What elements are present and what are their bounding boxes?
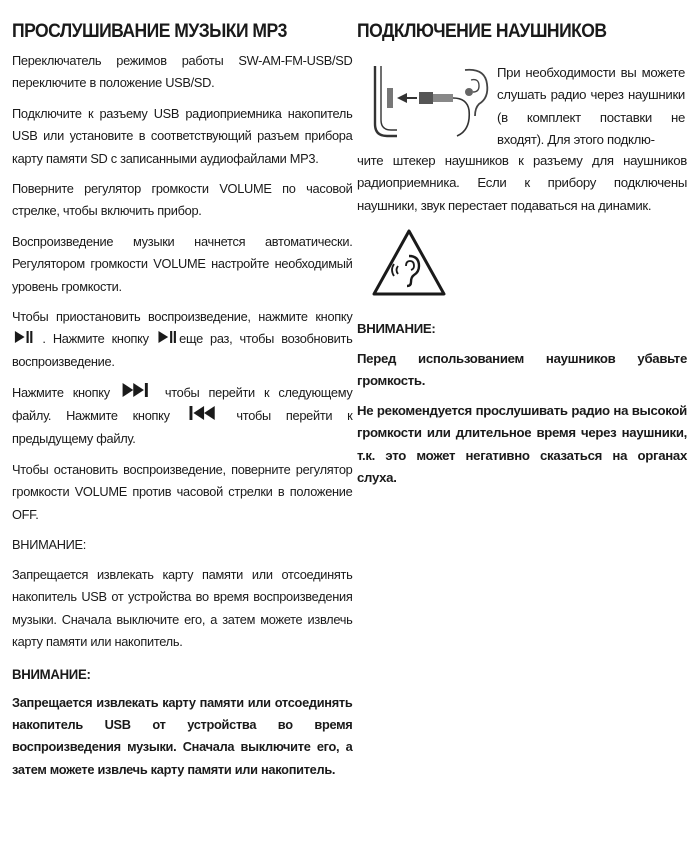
next-text-1: Нажмите кнопку bbox=[12, 384, 110, 400]
warning-label-bold: ВНИМАНИЕ: bbox=[12, 666, 91, 682]
pause-text-3: еще раз, чтобы возобновить воспроизведение. bbox=[12, 331, 353, 370]
pause-text-1: Чтобы приостановить воспроизведение, нажмите кнопку bbox=[12, 309, 353, 325]
warning-text-bold: Запрещается извлекать карту памяти или отсоединять накопитель USB от устройства во время воспроизведения музыки. Сначала выключите его, а затем можете извлечь карту памяти или накопитель. bbox=[12, 694, 353, 777]
pause-text-2: . Нажмите кнопку bbox=[42, 331, 149, 347]
next-text-3: чтобы перейти к предыдущему файлу. bbox=[12, 408, 353, 447]
right-column bbox=[357, 0, 690, 844]
warning-label-right: ВНИМАНИЕ: bbox=[357, 321, 436, 336]
headphone-plug-illustration bbox=[357, 62, 495, 142]
headphones-text-beside: При необходимости вы можете слушать радио через наушники (в комплект поставки не входят). Для этого подклю- bbox=[497, 65, 685, 148]
next-text-2: чтобы перейти к следующему файлу. Нажмите кнопку bbox=[12, 384, 353, 424]
play-pause-icon-2 bbox=[158, 329, 177, 351]
warning-label: ВНИМАНИЕ: bbox=[12, 537, 87, 553]
warning-text: Запрещается извлекать карту памяти или отсоединять накопитель USB от устройства во время воспроизведения музыки. Сначала выключите его, а затем можете извлечь карту памяти или накопитель. bbox=[12, 567, 353, 650]
paragraph-autoplay: Воспроизведение музыки начнется автоматически. Регулятором громкости VOLUME настройте необходимый уровень громкости. bbox=[12, 233, 353, 294]
paragraph-pause bbox=[12, 306, 352, 374]
hearing-warning-icon bbox=[371, 228, 447, 298]
headphones-text: чите штекер наушников к разъему для наушников радиоприемника. Если к прибору подключены наушники, звук перестает подаваться на динамик. bbox=[357, 153, 687, 213]
previous-track-icon bbox=[187, 405, 220, 428]
warning-hearing-damage: Не рекомендуется прослушивать радио на высокой громкости или длительное время через наушники, т.к. это может негативно сказаться на органах слуха. bbox=[357, 403, 687, 486]
paragraph-mode-switch: Переключатель режимов работы SW-AM-FM-USB/SD переключите в положение USB/SD. bbox=[12, 53, 353, 91]
section-title-headphones: ПОДКЛЮЧЕНИЕ НАУШНИКОВ bbox=[357, 20, 607, 42]
section-title-mp3: ПРОСЛУШИВАНИЕ МУЗЫКИ MP3 bbox=[12, 20, 287, 42]
paragraph-volume-on: Поверните регулятор громкости VOLUME по часовой стрелке, чтобы включить прибор. bbox=[12, 181, 353, 219]
next-track-icon bbox=[121, 382, 154, 405]
warning-volume-down: Перед использованием наушников убавьте громкость. bbox=[357, 351, 687, 389]
paragraph-stop: Чтобы остановить воспроизведение, поверните регулятор громкости VOLUME против часовой стрелки в положение OFF. bbox=[12, 461, 353, 522]
left-column bbox=[12, 0, 352, 789]
paragraph-next-prev bbox=[12, 382, 352, 451]
play-pause-icon bbox=[14, 329, 33, 351]
paragraph-usb-connect: Подключите к разъему USB радиоприемника накопитель USB или установите в соответствующий разъем прибора карту памяти SD с записанными аудиофайлами MP3. bbox=[12, 105, 353, 166]
